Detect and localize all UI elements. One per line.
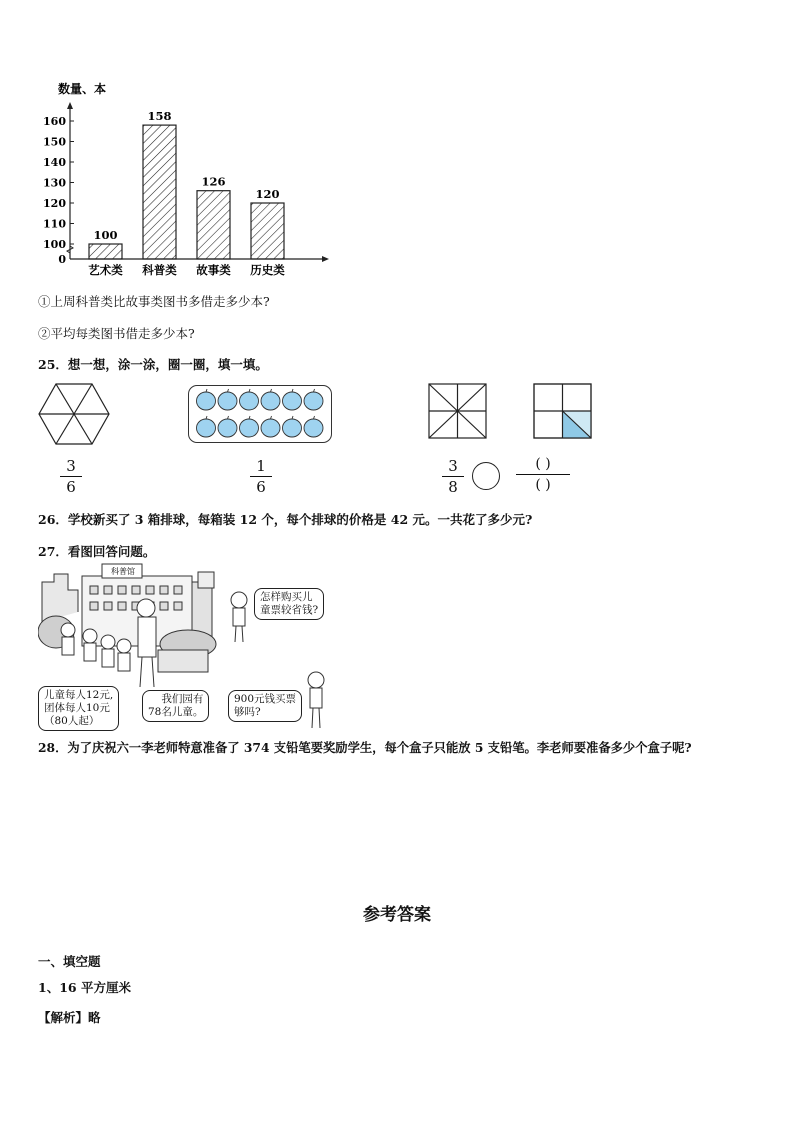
q24-sub1: ①上周科普类比故事类图书多借走多少本? xyxy=(38,294,270,309)
answer-analysis: 【解析】略 xyxy=(38,1010,101,1025)
fraction-1-6: 1 6 xyxy=(248,458,274,495)
bar xyxy=(89,244,122,259)
answers-section: 一、填空题 xyxy=(38,954,101,969)
bar xyxy=(197,191,230,259)
chart-bars xyxy=(89,109,284,259)
apple-icon[interactable] xyxy=(283,416,302,437)
fraction-3-8: 3 8 xyxy=(440,458,466,495)
apple-icon[interactable] xyxy=(218,416,237,437)
apple-icon[interactable] xyxy=(240,416,259,437)
square-shaded-figure xyxy=(533,383,593,439)
q27-illustration xyxy=(38,562,338,732)
answers-heading: 参考答案 xyxy=(363,905,431,925)
bar-value-label: 158 xyxy=(147,109,172,124)
bar-value-label: 120 xyxy=(255,187,280,201)
blank-fraction[interactable]: ( ) ( ) xyxy=(514,456,572,493)
bar-chart xyxy=(30,78,330,278)
answer-1: 1、16 平方厘米 xyxy=(38,980,131,995)
apple-icon[interactable] xyxy=(240,389,259,410)
apple-tray xyxy=(188,385,332,443)
chart-categories xyxy=(88,263,285,277)
chart-ticks xyxy=(43,115,74,266)
apple-grid xyxy=(189,386,331,442)
bar-value-label: 100 xyxy=(93,228,118,242)
q27-title: 27．看图回答问题。 xyxy=(38,544,156,559)
y-tick-label: 150 xyxy=(43,135,66,149)
apple-icon[interactable] xyxy=(197,389,216,410)
category-label: 历史类 xyxy=(250,263,285,277)
compare-circle[interactable] xyxy=(472,462,500,490)
square-eighths-figure xyxy=(428,383,488,439)
bar xyxy=(251,203,284,259)
bubble-price: 儿童每人12元, 团体每人10元 （80人起） xyxy=(38,686,119,731)
bar xyxy=(143,125,176,259)
bubble-kid: 怎样购买儿 童票较省钱? xyxy=(254,588,324,620)
apple-icon[interactable] xyxy=(197,416,216,437)
apple-icon[interactable] xyxy=(283,389,302,410)
hexagon-figure xyxy=(38,383,110,445)
category-label: 科普类 xyxy=(142,263,177,277)
bar-value-label: 126 xyxy=(201,174,226,189)
apple-icon[interactable] xyxy=(261,416,280,437)
apple-icon[interactable] xyxy=(304,416,323,437)
x-axis-arrow xyxy=(322,256,329,262)
q28: 28．为了庆祝六一李老师特意准备了 374 支铅笔要奖励学生，每个盒子只能放 5 支铅笔。李老师要准备多少个盒子呢? xyxy=(38,740,692,755)
q24-sub2: ②平均每类图书借走多少本? xyxy=(38,326,195,341)
y-tick-label: 130 xyxy=(43,176,66,190)
apple-icon[interactable] xyxy=(218,389,237,410)
q25-title: 25．想一想，涂一涂，圈一圈，填一填。 xyxy=(38,357,268,372)
y-tick-label: 100 xyxy=(43,238,66,251)
y-tick-label: 160 xyxy=(43,115,66,128)
y-tick-label: 0 xyxy=(58,253,66,266)
y-axis-arrow xyxy=(67,102,73,109)
category-label: 艺术类 xyxy=(88,263,123,277)
apple-icon[interactable] xyxy=(304,389,323,410)
y-tick-label: 120 xyxy=(43,197,66,210)
q26: 26．学校新买了 3 箱排球，每箱装 12 个，每个排球的价格是 42 元。一共花了多少元? xyxy=(38,512,533,527)
y-tick-label: 110 xyxy=(43,217,66,231)
apple-icon[interactable] xyxy=(261,389,280,410)
y-axis-label: 数量、本 xyxy=(58,82,107,96)
y-tick-label: 140 xyxy=(43,156,66,169)
category-label: 故事类 xyxy=(196,263,231,277)
fraction-3-6: 3 6 xyxy=(58,458,84,495)
bubble-boy: 900元钱买票 够吗? xyxy=(228,690,302,722)
bubble-teacher: 我们园有 78名儿童。 xyxy=(142,690,209,722)
museum-sign: 科普馆 xyxy=(111,567,135,576)
